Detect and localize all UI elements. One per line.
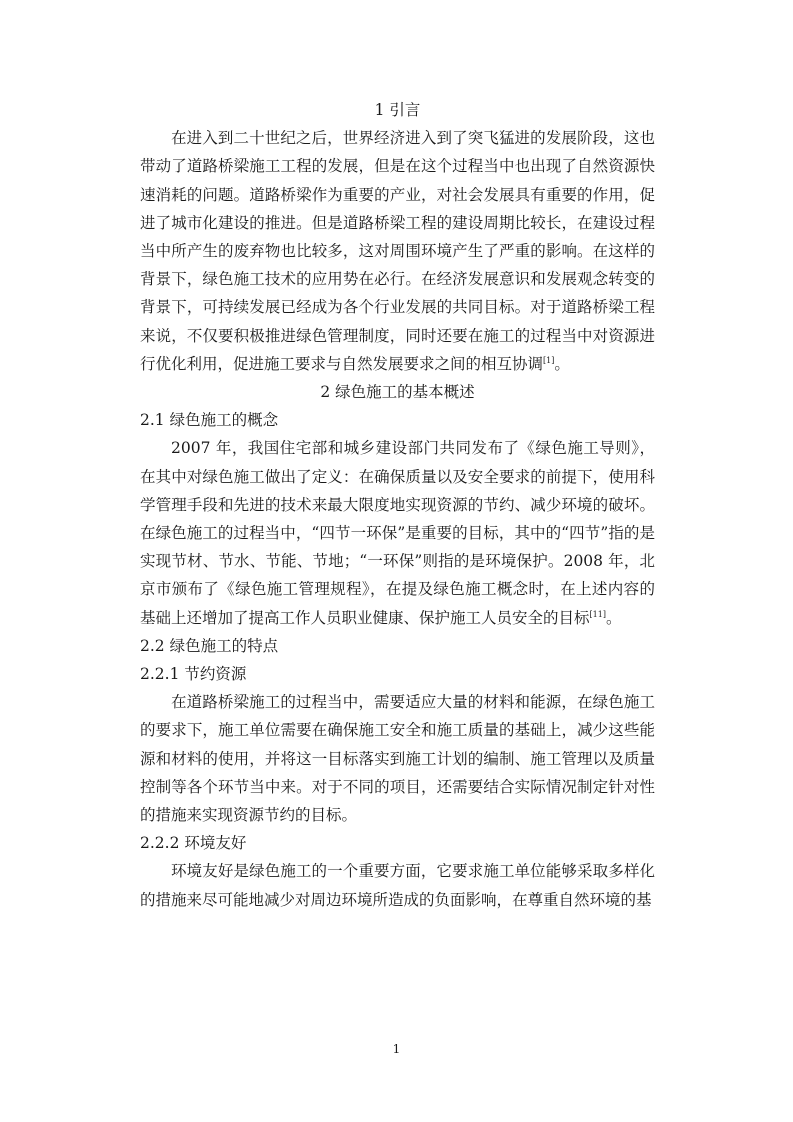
- page-number: 1: [392, 1042, 401, 1056]
- subsection-heading-concept: 2.1 绿色施工的概念: [140, 411, 279, 430]
- subsection-heading-features: 2.2 绿色施工的特点: [140, 636, 279, 655]
- citation-ref[interactable]: [11]: [589, 609, 606, 619]
- citation-ref[interactable]: [1]: [543, 355, 555, 365]
- section-heading-overview: 2 绿色施工的基本概述: [320, 383, 475, 402]
- page-body: [140, 96, 655, 914]
- concept-paragraph: [140, 434, 655, 631]
- paragraph-text: 在进入到二十世纪之后，世界经济进入到了突飞猛进的发展阶段，这也带动了道路桥梁施工工程的发展，但是在这个过程当中也出现了自然资源快速消耗的问题。道路桥梁作为重要的产业，对社会发展具有重要的作用，促进了城市化建设的推进。但是道路桥梁工程的建设周期比较长，在建设过程当中所产生的废弃物也比较多，这对周围环境产生了严重的影响。在这样的背景下，绿色施工技术的应用势在必行。在经济发展意识和发展观念转变的背景下，可持续发展已经成为各个行业发展的共同目标。对于道路桥梁工程来说，不仅要积极推进绿色管理制度，同时还要在施工的过程当中对资源进行优化利用，促进施工要求与自然发展要求之间的相互协调: [140, 129, 655, 373]
- subsubsection-heading-resource-saving: 2.2.1 节约资源: [140, 665, 247, 684]
- subsubsection-heading-environment-friendly: 2.2.2 环境友好: [140, 834, 247, 853]
- introduction-paragraph: [140, 124, 655, 378]
- paragraph-text: 2007 年，我国住宅部和城乡建设部门共同发布了《绿色施工导则》，在其中对绿色施工做出了定义：在确保质量以及安全要求的前提下，使用科学管理手段和先进的技术来最大限度地实现资源的节约、减少环境的破坏。在绿色施工的过程当中，“四节一环保”是重要的目标，其中的“四节”指的是实现节材、节水、节能、节地；“一环保”则指的是环境保护。2008 年，北京市颁布了《绿色施工管理规程》，在提及绿色施工概念时，在上述内容的基础上还增加了提高工作人员职业健康、保护施工人员安全的目标: [140, 439, 655, 627]
- environment-friendly-paragraph: 环境友好是绿色施工的一个重要方面，它要求施工单位能够采取多样化的措施来尽可能地减少对周边环境所造成的负面影响，在尊重自然环境的基: [140, 862, 655, 909]
- paragraph-end: 。: [554, 354, 570, 373]
- section-heading-introduction: 1 引言: [374, 101, 421, 119]
- paragraph-end: 。: [605, 608, 622, 627]
- resource-saving-paragraph: 在道路桥梁施工的过程当中，需要适应大量的材料和能源，在绿色施工的要求下，施工单位需要在确保施工安全和施工质量的基础上，减少这些能源和材料的使用，并将这一目标落实到施工计划的编制、施工管理以及质量控制等各个环节当中来。对于不同的项目，还需要结合实际情况制定针对性的措施来实现资源节约的目标。: [140, 693, 655, 825]
